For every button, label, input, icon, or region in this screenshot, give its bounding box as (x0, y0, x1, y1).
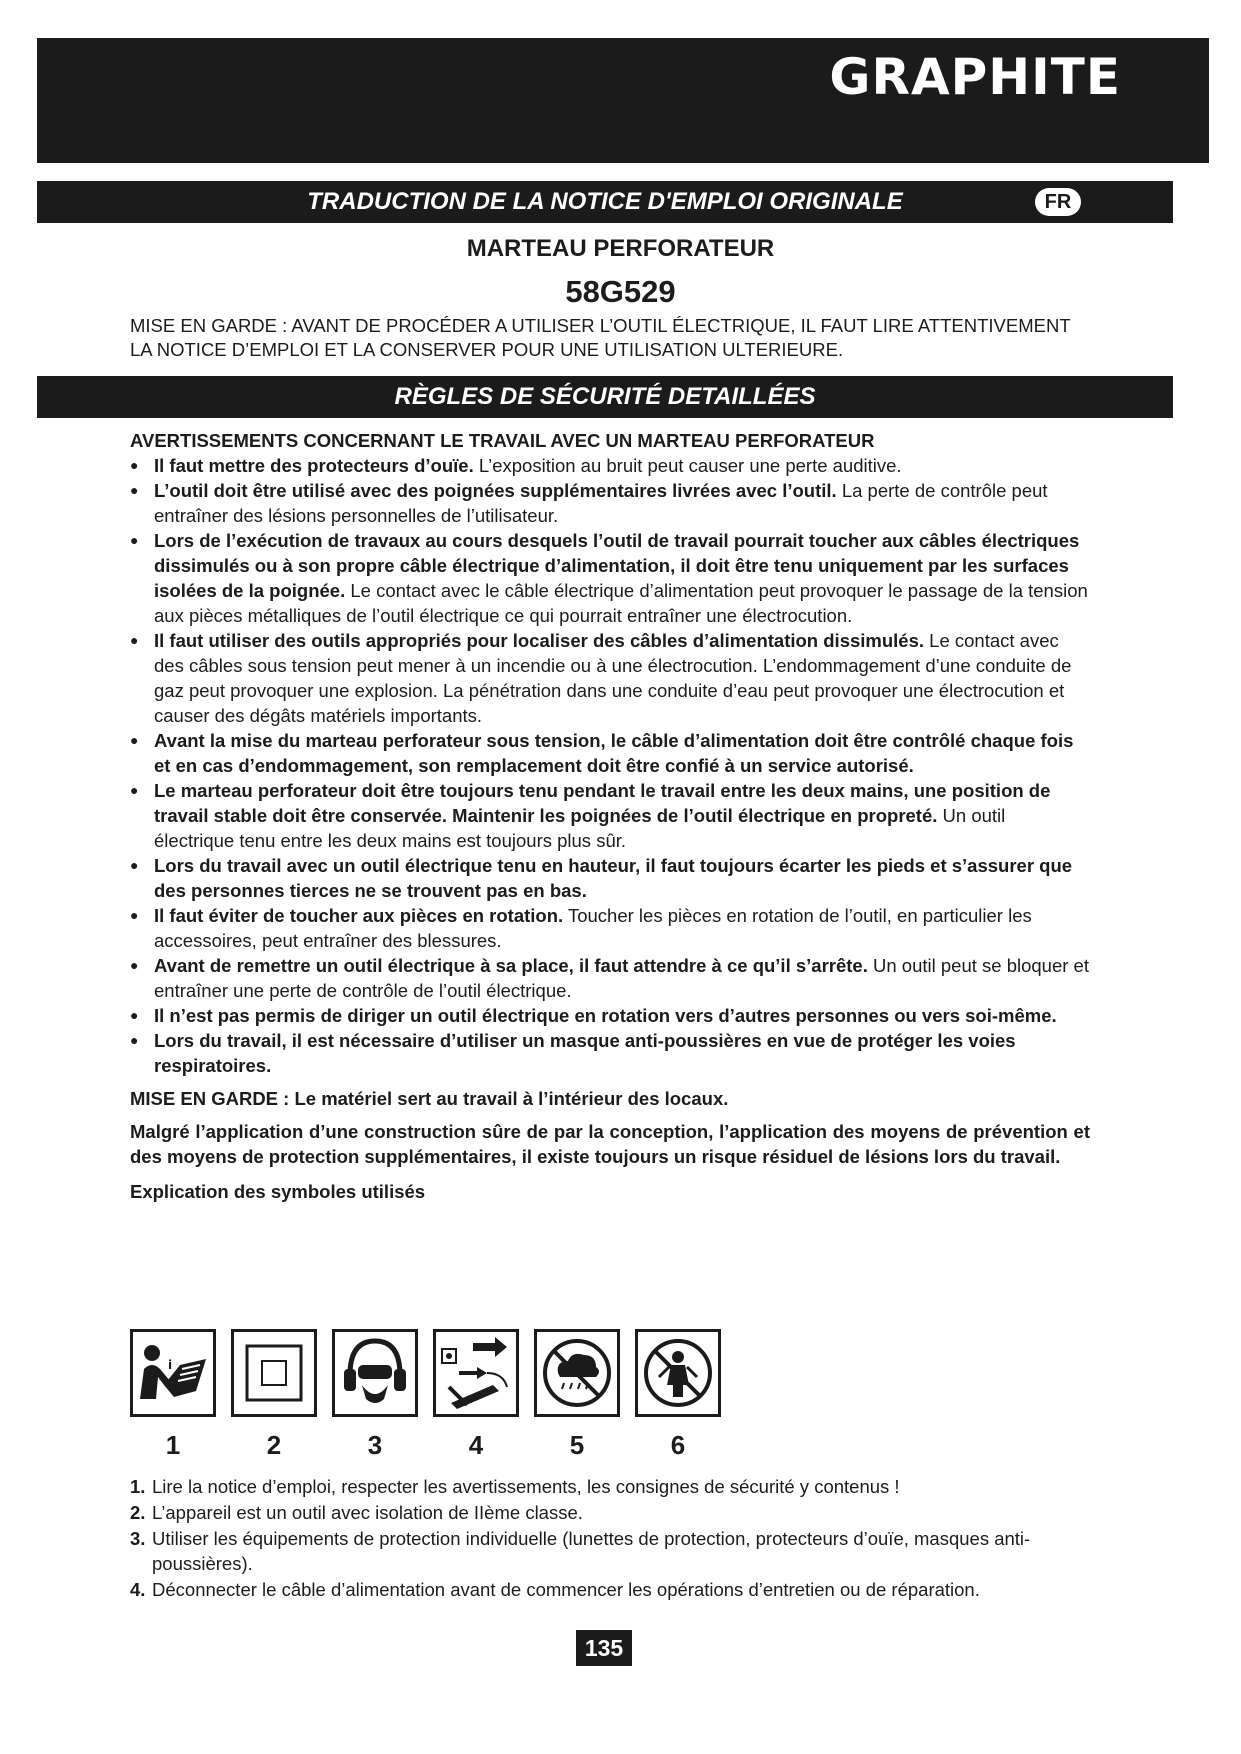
list-item: ● Avant de remettre un outil électrique à sa place, il faut attendre à ce qu’il s’arrête. Un outil peut se bloquer et entraîner une perte de contrôle de l’outil électrique. (130, 953, 1090, 1003)
residual-risk: Malgré l’application d’une construction sûre de par la conception, l’application des moyens de prévention et des moyens de protection supplémentaires, il existe toujours un risque résiduel de lésions lors du travail. (130, 1121, 1090, 1167)
model-number: 58G529 (565, 274, 676, 309)
list-item: 3. Utiliser les équipements de protection individuelle (lunettes de protection, protecteurs d’ouïe, masques anti-poussières). (130, 1528, 1031, 1574)
list-item: ● L’outil doit être utilisé avec des poignées supplémentaires livrées avec l’outil. La perte de contrôle peut entraîner des lésions personnelles de l’utilisateur. (130, 478, 1090, 528)
product-name: MARTEAU PERFORATEUR (466, 235, 775, 262)
list-item: ● Lors du travail avec un outil électrique tenu en hauteur, il faut toujours écarter les pieds et s’assurer que des personnes tierces ne se trouvent pas en bas. (130, 853, 1090, 903)
list-item: ● Il faut mettre des protecteurs d’ouïe. L’exposition au bruit peut causer une perte auditive. (130, 453, 1090, 478)
safety-bullets (130, 453, 1090, 1078)
list-item: 4. Déconnecter le câble d’alimentation avant de commencer les opérations d’entretien ou de réparation. (130, 1579, 980, 1600)
list-item: ● Lors de l’exécution de travaux au cours desquels l’outil de travail pourrait toucher aux câbles électriques dissimulés ou à son propre câble électrique d’alimentation, il doit être tenu uniquement par les surfaces isolées de la poignée. Le contact avec le câble électrique d’alimentation peut provoquer le passage de la tension aux pièces métalliques de l’outil électrique ce qui pourrait entraîner une électrocution. (130, 528, 1090, 628)
intro-warning: MISE EN GARDE : AVANT DE PROCÉDER A UTILISER L’OUTIL ÉLECTRIQUE, IL FAUT LIRE ATTENTIVEMENT LA NOTICE D’EMPLOI ET LA CONSERVER POUR UNE UTILISATION ULTERIEURE. (130, 315, 1071, 360)
translation-title-band (37, 181, 1173, 223)
symbol-legend (130, 1474, 1090, 1603)
symbol-number: 3 (367, 1430, 383, 1460)
safety-content (130, 428, 1090, 1204)
safety-subtitle: AVERTISSEMENTS CONCERNANT LE TRAVAIL AVEC UN MARTEAU PERFORATEUR (130, 430, 875, 451)
list-item: ● Avant la mise du marteau perforateur sous tension, le câble d’alimentation doit être contrôlé chaque fois et en cas d’endommagement, son remplacement doit être confié à un service autorisé. (130, 728, 1090, 778)
no-rain-icon (534, 1329, 620, 1417)
language-badge: FR (1035, 188, 1081, 216)
unplug-before-maintenance-icon (433, 1329, 519, 1417)
list-item: 2. L’appareil est un outil avec isolation de IIème classe. (130, 1502, 583, 1523)
page-number: 135 (576, 1630, 632, 1666)
symbol-number: 5 (569, 1430, 585, 1460)
list-item: ● Lors du travail, il est nécessaire d’utiliser un masque anti-poussières en vue de protéger les voies respiratoires. (130, 1028, 1090, 1078)
symbol-number: 6 (670, 1430, 686, 1460)
list-item: ● Il n’est pas permis de diriger un outil électrique en rotation vers d’autres personnes ou vers soi-même. (130, 1003, 1090, 1028)
protective-equipment-icon (332, 1329, 418, 1417)
read-manual-icon (130, 1329, 216, 1417)
keep-children-away-icon (635, 1329, 721, 1417)
brand-logo: GRAPHITE (829, 48, 1121, 106)
symbols-row (130, 1329, 750, 1460)
symbols-title: Explication des symboles utilisés (130, 1181, 426, 1202)
indoor-warning: MISE EN GARDE : Le matériel sert au travail à l’intérieur des locaux. (130, 1088, 729, 1109)
list-item: ● Il faut éviter de toucher aux pièces en rotation. Toucher les pièces en rotation de l’outil, en particulier les accessoires, peut entraîner des blessures. (130, 903, 1090, 953)
safety-title-band (37, 376, 1173, 418)
symbol-number: 2 (266, 1430, 282, 1460)
list-item: ● Le marteau perforateur doit être toujours tenu pendant le travail entre les deux mains, une position de travail stable doit être conservée. Maintenir les poignées de l’outil électrique en propreté. Un outil électrique tenu entre les deux mains est toujours plus sûr. (130, 778, 1090, 853)
symbol-number: 4 (468, 1430, 484, 1460)
list-item: ● Il faut utiliser des outils appropriés pour localiser des câbles d’alimentation dissimulés. Le contact avec des câbles sous tension peut mener à un incendie ou à une électrocution. L’endommagement d’une conduite de gaz peut provoquer une explosion. La pénétration dans une conduite d’eau peut provoquer une électrocution et causer des dégâts matériels importants. (130, 628, 1090, 728)
safety-title: RÈGLES DE SÉCURITÉ DETAILLÉES (394, 383, 816, 410)
translation-title: TRADUCTION DE LA NOTICE D'EMPLOI ORIGINALE (307, 188, 903, 215)
svg-text:i: i (168, 1358, 173, 1372)
symbol-number: 1 (165, 1430, 181, 1460)
class-ii-insulation-icon (231, 1329, 317, 1417)
list-item: 1. Lire la notice d’emploi, respecter les avertissements, les consignes de sécurité y contenus ! (130, 1476, 900, 1497)
